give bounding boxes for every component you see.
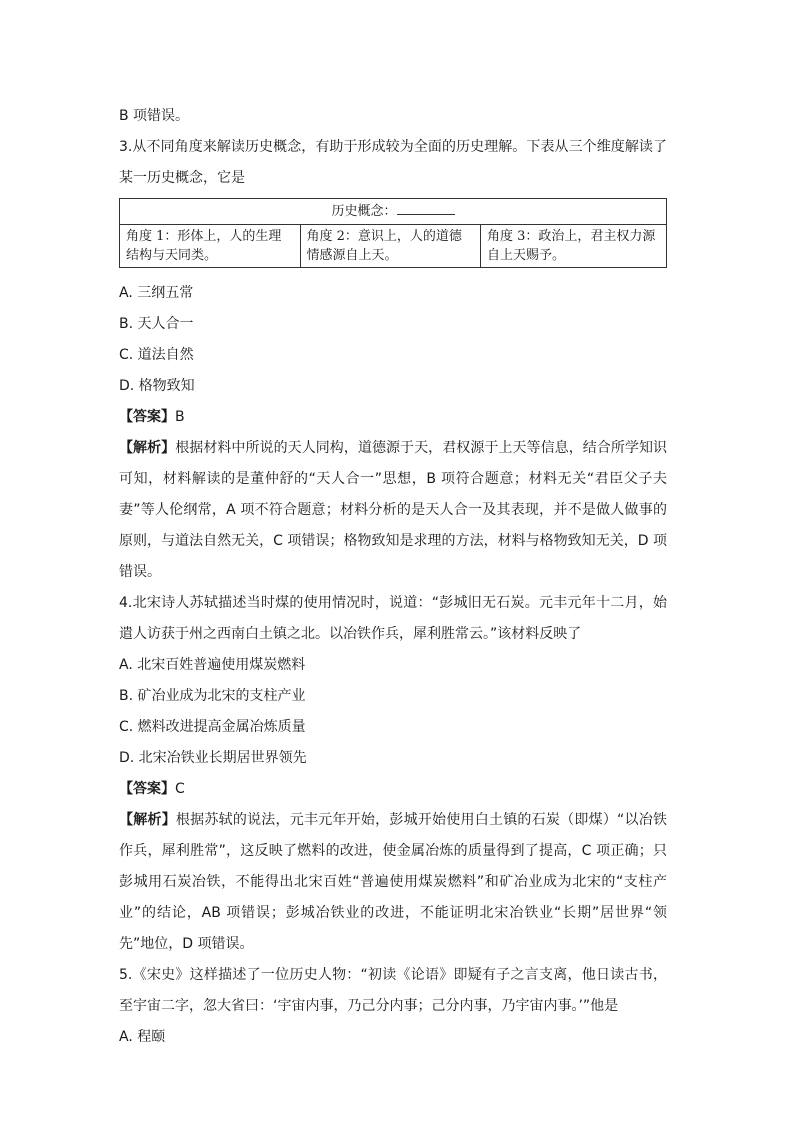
- q4-analysis-label: 【解析】: [119, 812, 176, 828]
- concept-cell-2: 角度 2：意识上，人的道德情感源自上天。: [300, 225, 481, 268]
- q5-option-a: A. 程颐: [119, 1029, 166, 1045]
- q3-answer-value: B: [175, 409, 185, 425]
- q4-answer-label: 【答案】: [119, 781, 175, 797]
- q3-analysis-label: 【解析】: [119, 440, 176, 456]
- question-content: [119, 101, 667, 1053]
- q4-answer: [119, 774, 667, 805]
- q3-analysis: [119, 433, 667, 588]
- q4-analysis: [119, 805, 667, 960]
- concept-table-header: 历史概念：: [120, 199, 667, 225]
- concept-cell-3: 角度 3：政治上，君主权力源自上天赐予。: [481, 225, 667, 268]
- q4-option-c: C. 燃料改进提高金属冶炼质量: [119, 719, 306, 735]
- q3-option-d: D. 格物致知: [119, 378, 195, 394]
- q3-answer: [119, 402, 667, 433]
- q3-option-b: B. 天人合一: [119, 316, 194, 332]
- q2-tail: B 项错误。: [119, 108, 190, 124]
- q3-option-a: A. 三纲五常: [119, 285, 194, 301]
- q5-stem: 5.《宋史》这样描述了一位历史人物：“初读《论语》即疑有子之言支离，他日读古书，至宇宙二字，忽大省曰：‘宇宙内事，乃己分内事；己分内事，乃宇宙内事。’”他是: [119, 967, 667, 1014]
- q4-answer-value: C: [175, 781, 185, 797]
- concept-cell-1: 角度 1：形体上，人的生理结构与天同类。: [120, 225, 301, 268]
- answer-blank: [397, 202, 455, 215]
- q4-option-b: B. 矿冶业成为北宋的支柱产业: [119, 688, 306, 704]
- q3-analysis-text: 根据材料中所说的天人同构，道德源于天，君权源于上天等信息，结合所学知识可知，材料解读的是董仲舒的“天人合一”思想，B 项符合题意；材料无关“君臣父子夫妻”等人伦纲常，A 项不符合题意；材料分析的是天人合一及其表现，并不是做人做事的原则，与道法自然无关，C 项错误；格物致知是求理的方法，材料与格物致知无关，D 项错误。: [119, 440, 668, 580]
- q4-analysis-text: 根据苏轼的说法，元丰元年开始，彭城开始使用白土镇的石炭（即煤）“以冶铁作兵，犀利胜常”，这反映了燃料的改进，使金属冶炼的质量得到了提高，C 项正确；只彭城用石炭冶铁，不能得出北宋百姓“普遍使用煤炭燃料”和矿冶业成为北宋的“支柱产业”的结论，AB 项错误；彭城冶铁业的改进，不能证明北宋冶铁业“长期”居世界“领先”地位，D 项错误。: [119, 812, 667, 952]
- q4-option-d: D. 北宋冶铁业长期居世界领先: [119, 750, 307, 766]
- concept-table: [119, 198, 667, 268]
- q3-stem: 3.从不同角度来解读历史概念，有助于形成较为全面的历史理解。下表从三个维度解读了某一历史概念，它是: [119, 139, 667, 186]
- q3-answer-label: 【答案】: [119, 409, 175, 425]
- q4-stem: 4.北宋诗人苏轼描述当时煤的使用情况时，说道：“彭城旧无石炭。元丰元年十二月，始遣人访获于州之西南白土镇之北。以冶铁作兵，犀利胜常云。”该材料反映了: [119, 595, 667, 642]
- q4-option-a: A. 北宋百姓普遍使用煤炭燃料: [119, 657, 306, 673]
- q3-option-c: C. 道法自然: [119, 347, 194, 363]
